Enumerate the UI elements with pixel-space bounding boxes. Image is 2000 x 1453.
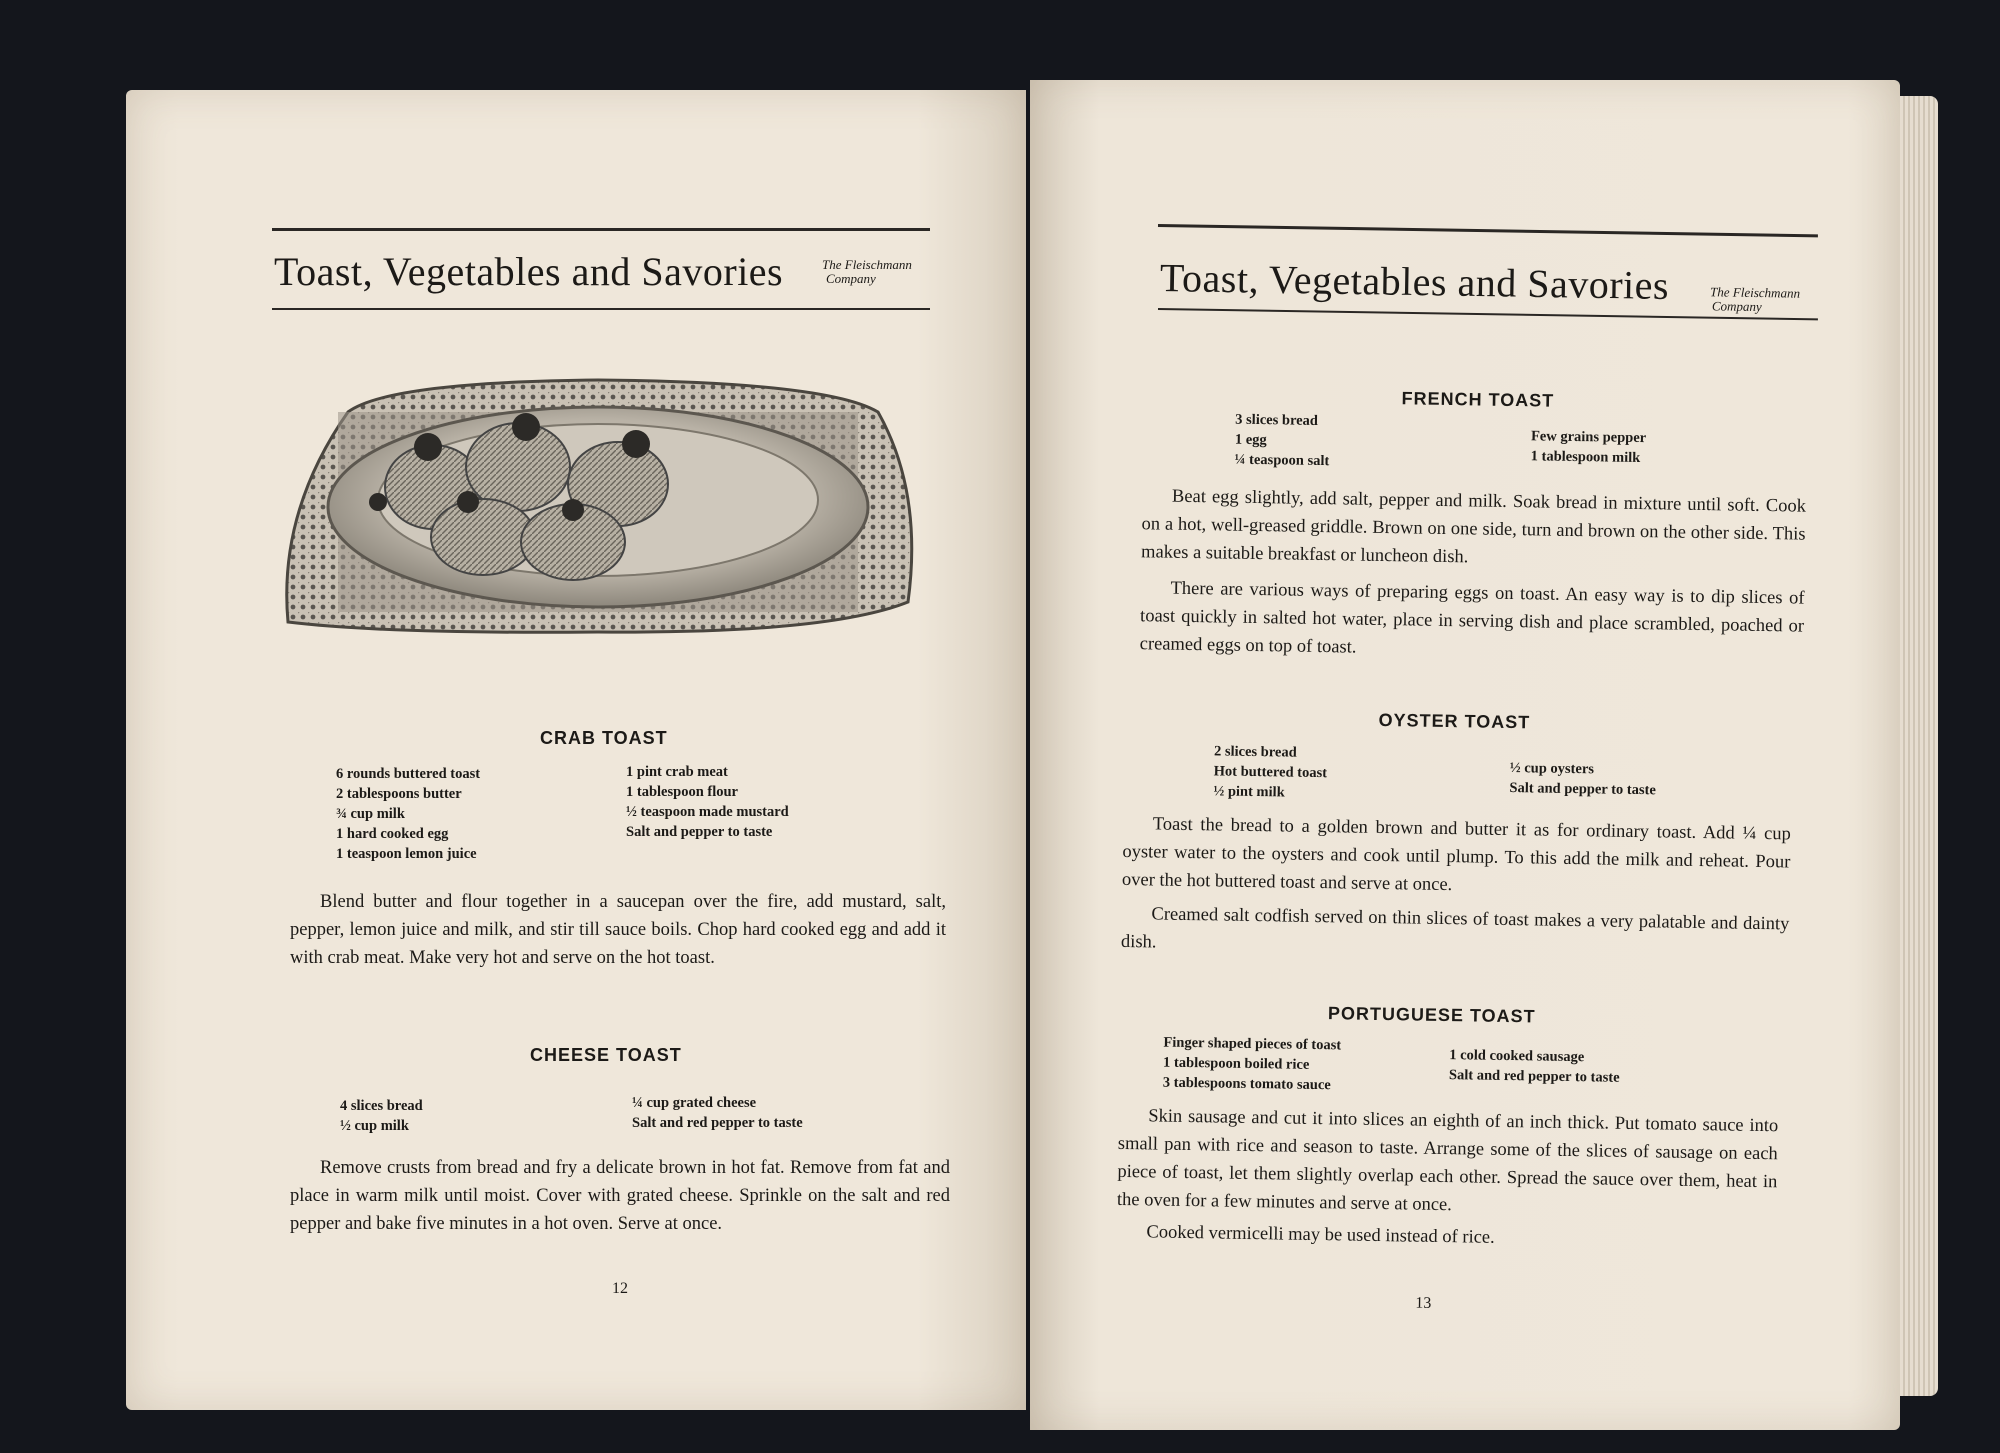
cheese-toast-ingredients-right [632, 1093, 803, 1133]
portuguese-toast-ingredients-right [1449, 1045, 1620, 1088]
ingredient: ¾ cup milk [336, 806, 405, 822]
ingredient: 2 slices bread [1213, 743, 1297, 761]
portuguese-toast-title: PORTUGUESE TOAST [1327, 1003, 1536, 1027]
ingredient: Salt and red pepper to taste [632, 1115, 803, 1131]
crab-toast-title: CRAB TOAST [540, 728, 668, 748]
oyster-toast-ingredients-right [1509, 758, 1656, 800]
cheese-toast-ingredients-left [340, 1096, 423, 1136]
ingredient: 2 tablespoons butter [336, 786, 462, 802]
ingredient: Salt and pepper to taste [626, 824, 773, 840]
ingredient: ½ pint milk [1213, 783, 1285, 801]
ingredient: 1 tablespoon flour [626, 784, 738, 800]
oyster-toast-ingredients-left [1213, 741, 1327, 803]
ingredient: 3 slices bread [1235, 411, 1319, 429]
ingredient: ½ cup oysters [1509, 760, 1595, 778]
ingredient: Few grains pepper [1530, 428, 1647, 447]
ingredient: 6 rounds buttered toast [336, 766, 481, 782]
left-page-number: 12 [612, 1280, 628, 1297]
french-toast-directions: Beat egg slightly, add salt, pepper and milk. Soak bread in mixture until soft. Cook on a hot, well-greased griddle. Brown on one side, turn and brown on the other side. This makes a suitable breakfast or luncheon dish. There are various ways of preparing eggs on toast. An easy way is to dip slices of toast quickly in salted hot water, place in serving dish and place scrambled, poached or creamed eggs on top of toast. [1139, 486, 1807, 658]
left-header-rule-top [272, 228, 930, 231]
ingredient: 1 tablespoon milk [1530, 448, 1641, 467]
ingredient: 1 pint crab meat [626, 764, 728, 780]
portuguese-toast-ingredients-left [1163, 1033, 1342, 1096]
ingredient: Hot buttered toast [1213, 763, 1328, 782]
ingredient: 1 hard cooked egg [336, 826, 449, 842]
ingredient: Finger shaped pieces of toast [1163, 1034, 1342, 1054]
crab-toast-ingredients-left [336, 764, 480, 864]
ingredient: ¼ cup grated cheese [632, 1095, 757, 1111]
plated-crab-toast-image [268, 372, 928, 642]
portuguese-toast-directions: Skin sausage and cut it into slices an eighth of an inch thick. Put tomato sauce into small pan with rice and season to taste. Arrange some of the slices of sausage on each piece of toast, let them slightly overlap each other. Spread the sauce over them, heat in the oven for a few minutes and serve at once. Cooked vermicelli may be used instead of rice. [1116, 1106, 1779, 1248]
ingredient: 1 egg [1234, 431, 1267, 449]
left-header-rule-bottom [272, 308, 930, 310]
ingredient: Salt and red pepper to taste [1448, 1067, 1620, 1086]
ingredient: 1 tablespoon boiled rice [1162, 1054, 1310, 1073]
right-company-name: The Fleischmann Company [1710, 284, 1801, 315]
ingredient: 1 cold cooked sausage [1449, 1047, 1585, 1066]
ingredient: Salt and pepper to taste [1509, 780, 1656, 799]
cheese-toast-title: CHEESE TOAST [530, 1045, 682, 1065]
cheese-toast-directions: Remove crusts from bread and fry a delicate brown in hot fat. Remove from fat and place in warm milk until moist. Cover with grated cheese. Sprinkle on the salt and red pepper and bake five minutes in a hot oven. Serve at once. [290, 1158, 950, 1234]
left-company-name: The Fleischmann Company [822, 257, 912, 286]
ingredient: 3 tablespoons tomato sauce [1162, 1074, 1331, 1094]
right-header-title: Toast, Vegetables and Savories [1159, 255, 1670, 308]
ingredient: ½ cup milk [340, 1118, 409, 1134]
left-header-title: Toast, Vegetables and Savories [274, 249, 784, 294]
ingredient: 4 slices bread [340, 1098, 423, 1114]
french-toast-title: FRENCH TOAST [1401, 388, 1555, 411]
ingredient: ½ teaspoon made mustard [626, 804, 789, 820]
french-toast-ingredients-left [1234, 410, 1330, 471]
page-edges [1898, 96, 1938, 1396]
french-toast-ingredients-right [1531, 426, 1647, 468]
crab-toast-ingredients-right [626, 762, 789, 842]
right-page-number: 13 [1415, 1294, 1432, 1312]
crab-toast-directions: Blend butter and flour together in a saucepan over the fire, add mustard, salt, pepper, lemon juice and milk, and stir till sauce boils. Chop hard cooked egg and add it with crab meat. Make very hot and serve on the hot toast. [290, 892, 946, 968]
right-page-content [1114, 370, 1830, 1381]
ingredient: 1 teaspoon lemon juice [336, 846, 477, 862]
oyster-toast-directions: Toast the bread to a golden brown and butter it as for ordinary toast. Add ¼ cup oyster water to the oysters and cook until plump. To this add the milk and reheat. Pour over the hot buttered toast and serve at once. Creamed salt codfish served on thin slices of toast makes a very palatable and dainty dish. [1120, 814, 1791, 953]
ingredient: ¼ teaspoon salt [1234, 451, 1330, 470]
oyster-toast-title: OYSTER TOAST [1378, 709, 1531, 733]
